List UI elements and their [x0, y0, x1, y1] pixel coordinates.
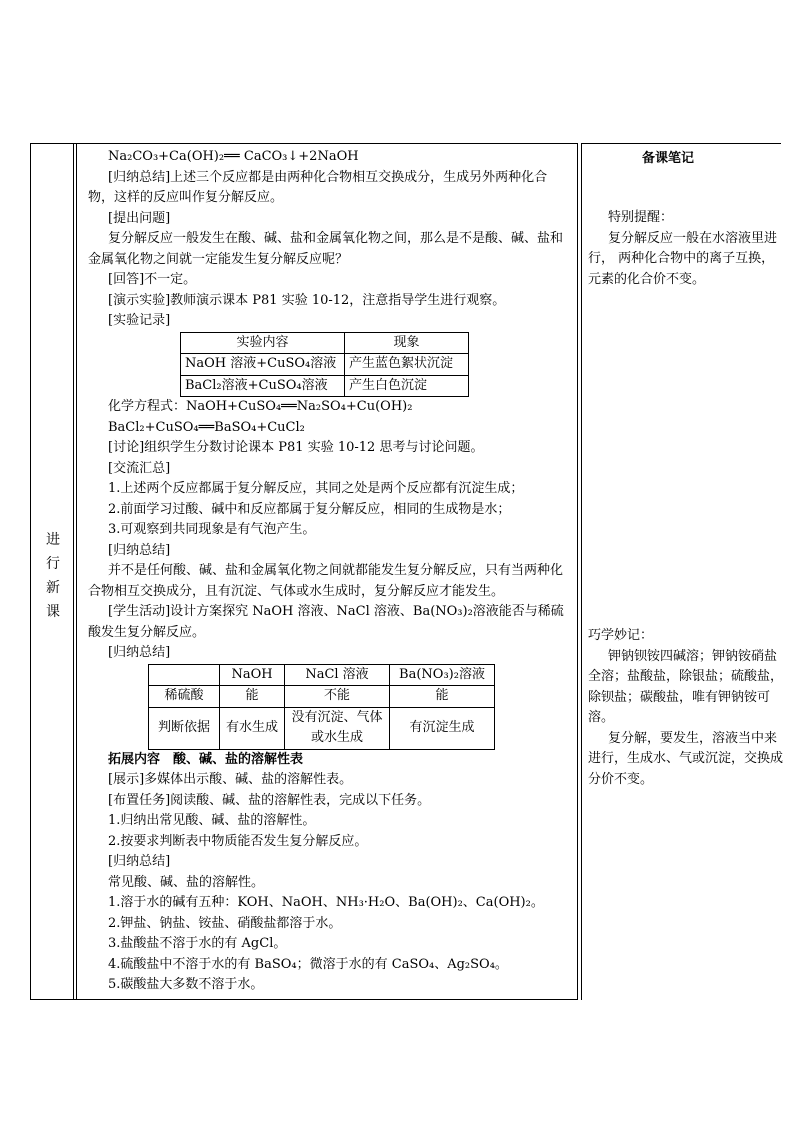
mnemonic-note	[588, 626, 786, 790]
table-header: NaOH	[220, 664, 285, 686]
table-header: 现象	[345, 332, 469, 354]
list-item: 1.溶于水的碱有五种：KOH、NaOH、NH₃·H₂O、Ba(OH)₂、Ca(OH)₂。	[108, 895, 544, 910]
list-item: 5.碳酸盐大多数不溶于水。	[108, 977, 264, 992]
table-cell: 能	[220, 686, 285, 708]
table-header	[149, 664, 220, 686]
question-paragraph: 复分解反应一般发生在酸、碱、盐和金属氧化物之间，那么是不是酸、碱、盐和金属氧化物之间就一定能发生复分解反应呢？	[88, 231, 564, 267]
table-cell: BaCl₂溶液+CuSO₄溶液	[181, 375, 345, 397]
mnemonic-title: 巧学妙记：	[588, 628, 654, 643]
discuss-paragraph: [讨论]组织学生分数讨论课本 P81 实验 10-12 思考与讨论问题。	[108, 440, 484, 455]
table-cell: 产生蓝色絮状沉淀	[345, 354, 469, 376]
table-cell: 有沉淀生成	[390, 707, 495, 749]
section-label: 进 行 新 课	[46, 532, 60, 620]
side-top-border	[581, 143, 781, 144]
table-cell: 稀硫酸	[149, 686, 220, 708]
table-header: 实验内容	[181, 332, 345, 354]
section-heading: [实验记录]	[108, 313, 171, 328]
section-heading: [归纳总结]	[108, 542, 171, 558]
list-item: 3.盐酸盐不溶于水的有 AgCl。	[108, 936, 287, 951]
list-item: 3.可观察到共同现象是有气泡产生。	[108, 522, 316, 537]
reminder-note	[588, 208, 786, 290]
table-cell: 不能	[285, 686, 390, 708]
column-divider	[581, 143, 582, 1000]
lesson-content	[88, 147, 570, 996]
list-item: 2.按要求判断表中物质能否发生复分解反应。	[108, 833, 368, 849]
activity-paragraph: [学生活动]设计方案探究 NaOH 溶液、NaCl 溶液、Ba(NO₃)₂溶液能否与稀硫酸发生复分解反应。	[88, 604, 564, 640]
equation: Na₂CO₃+Ca(OH)₂══ CaCO₃↓+2NaOH	[108, 149, 359, 164]
equation: 化学方程式：NaOH+CuSO₄══Na₂SO₄+Cu(OH)₂	[108, 399, 413, 414]
answer-paragraph: [回答]不一定。	[108, 272, 197, 287]
table-cell: 产生白色沉淀	[345, 375, 469, 397]
reaction-judgement-table	[148, 664, 495, 750]
section-heading: [提出问题]	[108, 210, 171, 226]
mnemonic-body: 复分解，要发生，溶液当中来进行，生成水、气或沉淀，交换成分价不变。	[588, 730, 784, 787]
list-item: 1.上述两个反应都属于复分解反应，其同之处是两个反应都有沉淀生成；	[108, 481, 524, 496]
list-item: 1.归纳出常见酸、碱、盐的溶解性。	[108, 813, 316, 828]
table-header: NaCl 溶液	[285, 664, 390, 686]
equation: BaCl₂+CuSO₄══BaSO₄+CuCl₂	[108, 419, 305, 435]
table-cell: 判断依据	[149, 707, 220, 749]
list-item: 2.前面学习过酸、碱中和反应都属于复分解反应，相同的生成物是水；	[108, 501, 511, 517]
table-cell: 有水生成	[220, 707, 285, 749]
mnemonic-body: 钾钠钡铵四碱溶；钾钠铵硝盐全溶；盐酸盐，除银盐；硫酸盐，除钡盐；碳酸盐，唯有钾钠铵可溶。	[588, 648, 784, 725]
task-paragraph: [布置任务]阅读酸、碱、盐的溶解性表，完成以下任务。	[108, 792, 431, 808]
table-cell: 能	[390, 686, 495, 708]
summary-paragraph: [归纳总结]上述三个反应都是由两种化合物相互交换成分，生成另外两种化合物，这样的反应叫作复分解反应。	[88, 169, 548, 205]
reminder-body: 复分解反应一般在水溶液里进行， 两种化合物中的离子互换，元素的化合价不变。	[588, 230, 778, 287]
show-paragraph: [展示]多媒体出示酸、碱、盐的溶解性表。	[108, 772, 353, 787]
section-heading: [归纳总结]	[108, 645, 171, 660]
reminder-title: 特别提醒：	[608, 210, 674, 225]
section-heading: [归纳总结]	[108, 854, 171, 869]
solubility-title: 常见酸、碱、盐的溶解性。	[108, 874, 265, 890]
list-item: 2.钾盐、钠盐、铵盐、硝酸盐都溶于水。	[108, 915, 342, 931]
column-divider	[76, 143, 77, 1000]
table-cell: 没有沉淀、气体或水生成	[285, 707, 390, 749]
table-cell: NaOH 溶液+CuSO₄溶液	[181, 354, 345, 376]
experiment-record-table	[180, 332, 469, 398]
expand-heading: 拓展内容 酸、碱、盐的溶解性表	[108, 751, 304, 767]
section-heading: [交流汇总]	[108, 460, 171, 476]
notes-title: 备课笔记	[642, 151, 695, 166]
list-item: 4.硫酸盐中不溶于水的有 BaSO₄；微溶于水的有 CaSO₄、Ag₂SO₄。	[108, 956, 508, 972]
summary-paragraph: 并不是任何酸、碱、盐和金属氧化物之间就都能发生复分解反应，只有当两种化合物相互交换成分，且有沉淀、气体或水生成时，复分解反应才能发生。	[88, 563, 564, 599]
demo-paragraph: [演示实验]教师演示课本 P81 实验 10-12，注意指导学生进行观察。	[108, 292, 506, 308]
column-divider	[73, 143, 74, 1000]
table-header: Ba(NO₃)₂溶液	[390, 664, 495, 686]
